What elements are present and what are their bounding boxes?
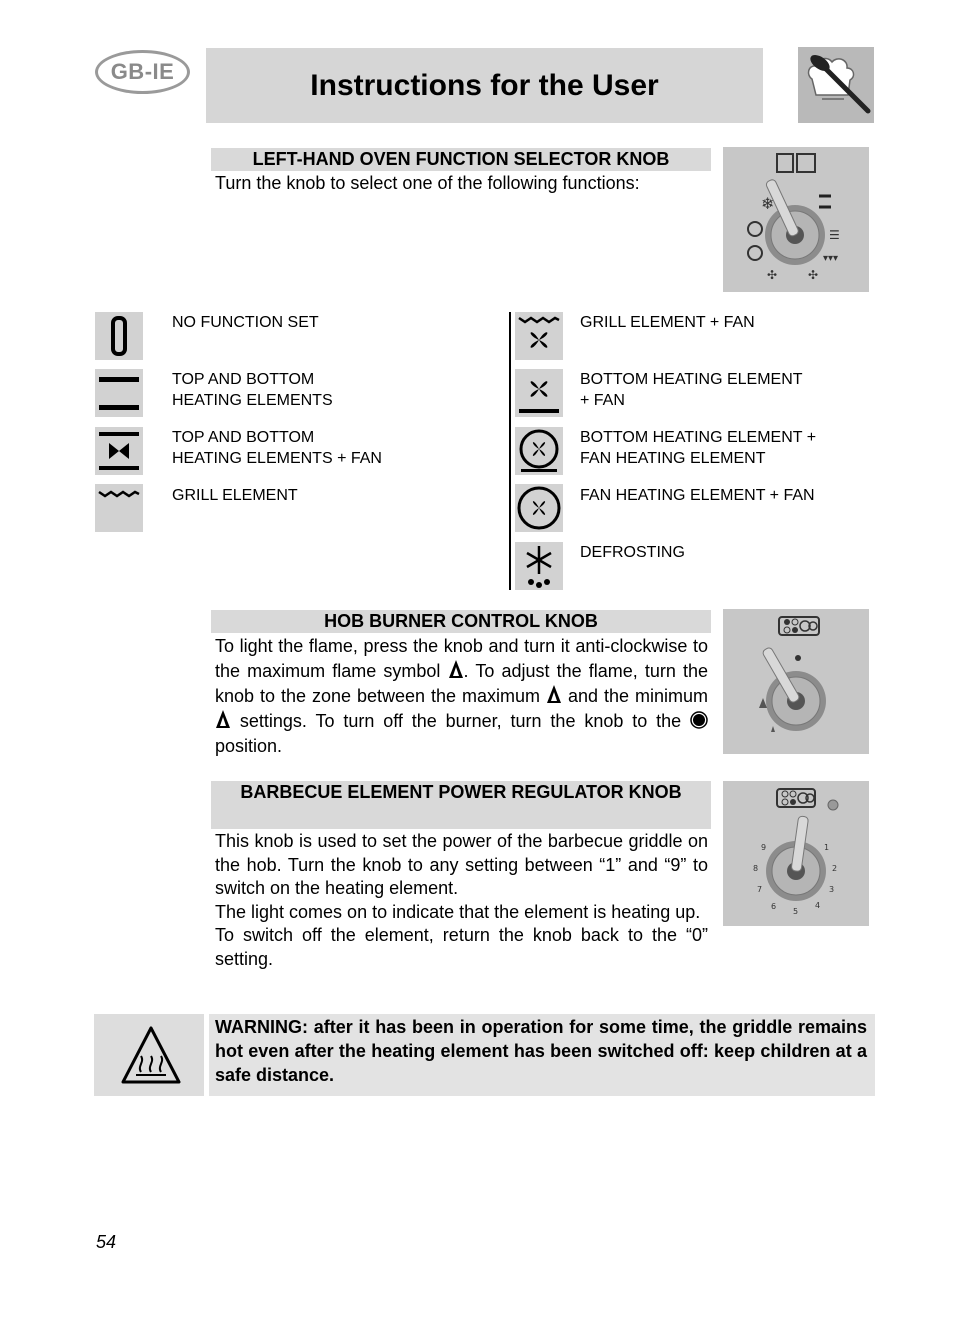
oven-selector-intro: Turn the knob to select one of the following functions: [215,173,640,193]
hob-heading: HOB BURNER CONTROL KNOB [211,610,711,633]
top-bottom-heating-icon [95,369,143,417]
hob-text-4: settings. To turn off the burner, turn the knob to the [239,711,682,731]
function-label-2: TOP AND BOTTOM HEATING ELEMENTS + FAN [172,429,382,467]
oven-selector-heading: LEFT-HAND OVEN FUNCTION SELECTOR KNOB [211,148,711,171]
bottom-fan-icon [515,369,563,417]
svg-text:☰: ☰ [829,228,840,242]
chef-hat-spoon-icon [798,47,874,123]
function-label-8: DEFROSTING [580,544,685,561]
no-function-icon [95,312,143,360]
grill-fan-icon [515,312,563,360]
page-number: 54 [96,1232,117,1252]
fan-heating-fan-icon [515,484,563,532]
dial-number-4: 4 [815,901,821,910]
barbecue-para-3: To switch off the element, return the knob back to the “0” setting. [215,925,708,969]
bottom-fan-heating-icon [515,427,563,475]
barbecue-para-1: This knob is used to set the power of the barbecue griddle on the hob. Turn the knob to any setting between “1” and “9” to switch on the heating element. [215,831,708,898]
dial-number-6: 6 [771,902,777,911]
top-bottom-fan-icon [95,427,143,475]
hob-knob-image [723,609,869,754]
hob-text-2: . To adjust the flame, turn the knob to the zone between the maximum [215,661,708,706]
column-divider [509,312,511,590]
barbecue-para-2: The light comes on to indicate that the element is heating up. [215,901,701,922]
off-position-icon [690,711,708,729]
svg-text:❄: ❄ [761,194,775,213]
dial-number-7: 7 [757,885,763,894]
header-bar [206,48,763,123]
dial-number-5: 5 [793,907,799,916]
defrost-icon [515,542,563,590]
function-label-5: BOTTOM HEATING ELEMENT + FAN [580,371,803,409]
dial-number-1: 1 [824,843,830,852]
function-label-0: NO FUNCTION SET [172,314,319,331]
barbecue-heading: BARBECUE ELEMENT POWER REGULATOR KNOB [211,781,711,829]
max-flame-icon-2 [546,684,562,704]
max-flame-icon [448,659,464,679]
gb-ie-logo [95,50,190,94]
function-label-6: BOTTOM HEATING ELEMENT + FAN HEATING ELEMENT [580,429,817,467]
function-label-1: TOP AND BOTTOM HEATING ELEMENTS [172,371,333,409]
grill-element-icon [95,484,143,532]
hob-text-1: To light the flame, press the knob and turn it anti-clockwise to the maximum flame symbol [215,636,708,681]
warning-icon-box [94,1014,204,1096]
min-flame-icon [215,709,231,729]
warning-text: WARNING: after it has been in operation for some time, the griddle remains hot even after the heating element has been switched off: keep children at a safe distance. [215,1017,867,1085]
function-label-7: FAN HEATING ELEMENT + FAN [580,487,815,504]
warning-box [209,1014,875,1096]
page-title: Instructions for the User [310,68,659,102]
svg-text:✣: ✣ [767,268,778,282]
svg-text:✣: ✣ [808,268,819,282]
barbecue-knob-image [723,781,869,926]
hob-text [215,634,708,759]
dial-number-2: 2 [832,864,838,873]
dial-number-3: 3 [829,885,835,894]
dial-number-8: 8 [753,864,759,873]
barbecue-text [215,830,708,971]
logo-text: GB-IE [110,59,175,84]
dial-number-9: 9 [761,843,767,852]
function-label-3: GRILL ELEMENT [172,487,298,504]
oven-selector-knob-image [723,147,869,292]
svg-text:▾▾▾: ▾▾▾ [823,253,839,264]
function-label-4: GRILL ELEMENT + FAN [580,314,755,331]
hob-text-5: position. [215,736,283,756]
hot-surface-warning-icon [94,1014,204,1096]
hob-text-3: and the minimum [567,686,708,706]
